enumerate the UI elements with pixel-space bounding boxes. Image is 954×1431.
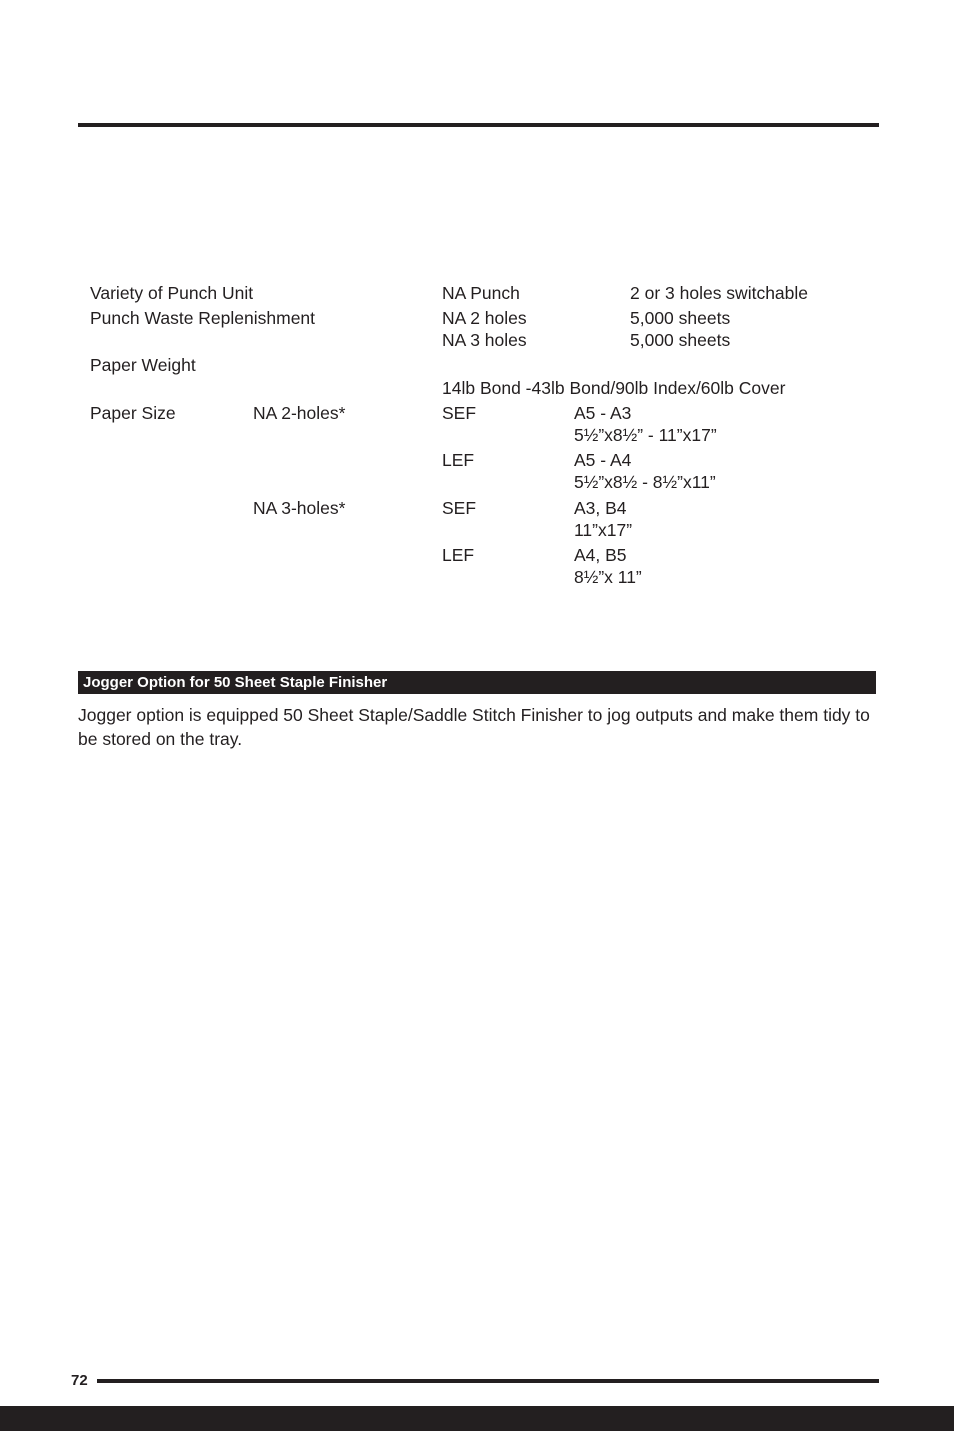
size-group-3holes: NA 3-holes* (253, 498, 346, 518)
weight-label: Paper Weight (90, 355, 196, 375)
size-metric: A4, B5 (574, 545, 627, 565)
footer-rule (97, 1379, 879, 1383)
waste-type-2holes: NA 2 holes (442, 308, 527, 328)
size-feed: LEF (442, 545, 475, 565)
size-feed: SEF (442, 498, 477, 518)
size-group-2holes: NA 2-holes* (253, 403, 346, 423)
variety-value: 2 or 3 holes switchable (630, 283, 809, 303)
page-number: 72 (71, 1372, 88, 1389)
size-imperial: 5½”x8½” - 11”x17” (574, 425, 717, 445)
size-feed: LEF (442, 450, 475, 470)
size-metric: A5 - A3 (574, 403, 632, 423)
weight-value: 14lb Bond -43lb Bond/90lb Index/60lb Cover (442, 378, 786, 398)
size-imperial: 8½”x 11” (574, 567, 642, 587)
section-heading: Jogger Option for 50 Sheet Staple Finisher (78, 671, 876, 694)
size-imperial: 5½”x8½ - 8½”x11” (574, 472, 716, 492)
header-rule (78, 123, 879, 127)
size-metric: A3, B4 (574, 498, 627, 518)
waste-value-3holes: 5,000 sheets (630, 330, 731, 350)
size-feed: SEF (442, 403, 477, 423)
size-imperial: 11”x17” (574, 520, 633, 540)
waste-label: Punch Waste Replenishment (90, 308, 316, 328)
section-body: Jogger option is equipped 50 Sheet Staple/Saddle Stitch Finisher to jog outputs and make them tidy to be stored on the tray. (78, 705, 870, 749)
variety-type: NA Punch (442, 283, 520, 303)
variety-label: Variety of Punch Unit (90, 283, 254, 303)
waste-type-3holes: NA 3 holes (442, 330, 527, 350)
size-metric: A5 - A4 (574, 450, 632, 470)
size-label: Paper Size (90, 403, 176, 423)
waste-value-2holes: 5,000 sheets (630, 308, 731, 328)
footer-band (0, 1406, 954, 1431)
